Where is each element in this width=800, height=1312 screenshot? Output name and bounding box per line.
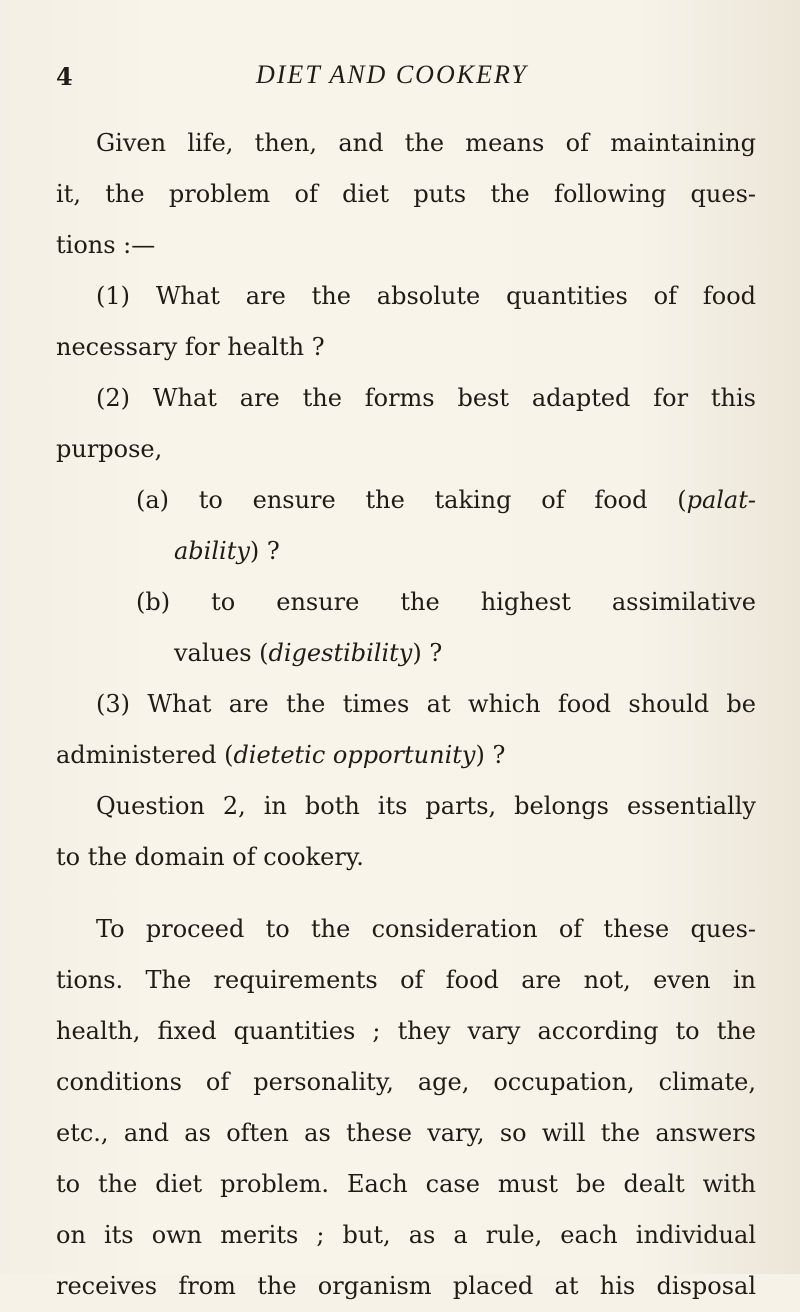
text-line: (b) to ensure the highest assimilative <box>136 588 756 616</box>
q2b-tail: ) ? <box>412 639 443 667</box>
question-1 <box>56 271 756 373</box>
text-line: receives from the organism placed at his disposal <box>56 1272 756 1300</box>
text-line: (1) What are the absolute quantities of food <box>96 282 756 310</box>
page-header <box>56 60 756 100</box>
text-line: Question 2, in both its parts, belongs essentially <box>96 792 756 820</box>
text-line: health, fixed quantities ; they vary according to the <box>56 1017 756 1045</box>
q2a-tail: ) ? <box>249 537 280 565</box>
q3-tail: ) ? <box>475 741 506 769</box>
question-3 <box>56 679 756 781</box>
q2b-term: digestibility <box>268 639 413 667</box>
text-line: To proceed to the consideration of these ques- <box>96 915 756 943</box>
text-line: tions. The requirements of food are not, even in <box>56 966 756 994</box>
q3-term: dietetic opportunity <box>233 741 476 769</box>
question-2b <box>56 577 756 679</box>
q2b-values-prefix: values ( <box>174 639 269 667</box>
running-title: DIET AND COOKERY <box>256 60 528 89</box>
text-line: on its own merits ; but, as a rule, each individual <box>56 1221 756 1249</box>
q2a-term-part1: palat- <box>686 486 756 514</box>
q2a-term-part2: ability <box>174 537 250 565</box>
q2a-lead: (a) to ensure the taking of food ( <box>136 486 687 514</box>
text-line: (3) What are the times at which food should be <box>96 690 756 718</box>
question-2 <box>56 373 756 475</box>
text-line: etc., and as often as these vary, so will the answers <box>56 1119 756 1147</box>
text-line: tions :— <box>56 231 156 259</box>
page-number: 4 <box>56 62 73 91</box>
text-line <box>56 730 756 781</box>
text-line: Given life, then, and the means of maintaining <box>96 129 756 157</box>
q3-prefix: administered ( <box>56 741 234 769</box>
text-line <box>56 475 756 526</box>
paragraph-intro <box>56 118 756 271</box>
text-line: conditions of personality, age, occupation, climate, <box>56 1068 756 1096</box>
paragraph-requirements <box>56 904 756 1312</box>
text-line <box>56 526 756 577</box>
text-line <box>56 628 756 679</box>
paragraph-question-2 <box>56 781 756 883</box>
text-line: to the domain of cookery. <box>56 843 364 871</box>
text-line: necessary for health ? <box>56 333 325 361</box>
text-line: it, the problem of diet puts the following ques- <box>56 180 756 208</box>
text-line: to the diet problem. Each case must be dealt with <box>56 1170 756 1198</box>
question-2a <box>56 475 756 577</box>
text-line: purpose, <box>56 435 163 463</box>
text-line: (2) What are the forms best adapted for this <box>96 384 756 412</box>
